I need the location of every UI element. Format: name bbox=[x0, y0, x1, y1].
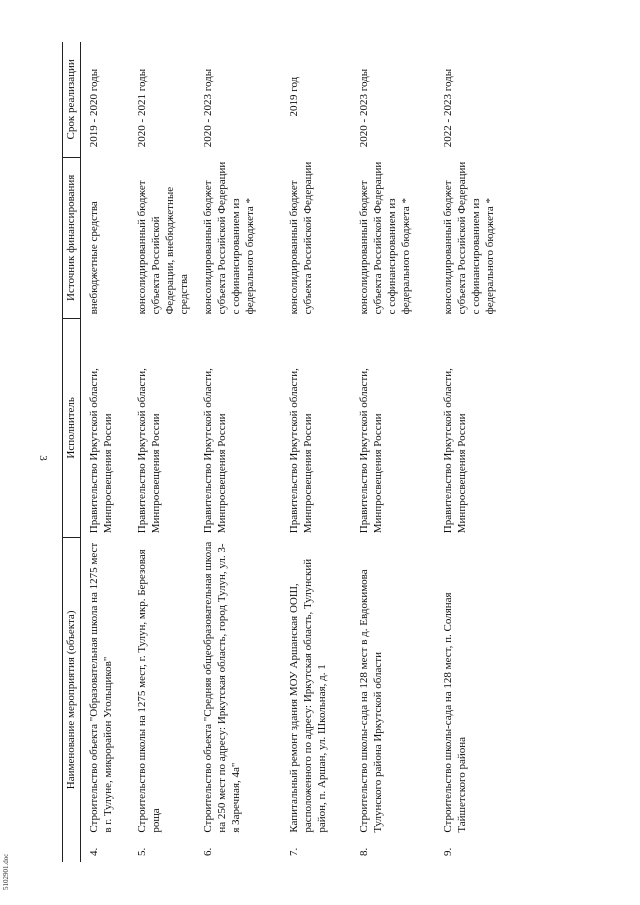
row-name: Строительство объекта "Средняя общеобразовательная школа на 250 мест по адресу: Иркутская область, город Тулун, ул. 3-я Заречная, 4а" bbox=[202, 541, 242, 833]
row-source: консолидированный бюджет субъекта Российской Федерации bbox=[288, 161, 314, 315]
table-header-row bbox=[62, 42, 81, 862]
row-name: Капитальный ремонт здания МОУ Аршанская ООШ, расположенного по адресу: Иркутская область, Тулунский район, п. Аршан, ул. Школьная, д. 1 bbox=[288, 558, 328, 833]
row-number: 5. bbox=[136, 847, 148, 856]
row-number: 8. bbox=[358, 847, 370, 856]
row-source: консолидированный бюджет субъекта Российской Федерации с софинансированием из федерального бюджета * bbox=[358, 161, 412, 315]
row-executor: Правительство Иркутской области, Минпросвещения России bbox=[202, 368, 228, 534]
table-top-rule bbox=[62, 42, 63, 862]
row-number: 6. bbox=[202, 847, 214, 856]
row-name: Строительство школы-сада на 128 мест в д. Евдокимова Тулунского района Иркутской области bbox=[358, 569, 384, 833]
page-number: 3 bbox=[36, 455, 49, 461]
row-term: 2020 - 2023 годы bbox=[358, 68, 370, 148]
table-row bbox=[351, 42, 435, 862]
row-executor: Правительство Иркутской области, Минпросвещения России bbox=[358, 368, 384, 534]
row-source: консолидированный бюджет субъекта Российской Федерации с софинансированием из федерального бюджета * bbox=[442, 161, 496, 315]
measures-table bbox=[62, 42, 515, 862]
row-name: Строительство школы на 1275 мест, г. Тулун, мкр. Березовая роща bbox=[136, 549, 162, 833]
table-row bbox=[281, 42, 351, 862]
table-row bbox=[195, 42, 281, 862]
row-term: 2019 - 2020 годы bbox=[88, 68, 100, 148]
row-executor: Правительство Иркутской области, Минпросвещения России bbox=[136, 368, 162, 534]
measures-table-rotated bbox=[62, 42, 602, 862]
row-name: Строительство школы-сада на 128 мест, п. Соляная Тайшетского района bbox=[442, 592, 468, 833]
table-row bbox=[435, 42, 515, 862]
row-source: консолидированный бюджет субъекта Российской Федерации, внебюджетные средства bbox=[136, 180, 190, 315]
header-name: Наименование мероприятия (объекта) bbox=[62, 537, 81, 862]
table-row bbox=[81, 42, 130, 862]
header-term: Срок реализации bbox=[62, 42, 81, 157]
row-source: внебюджетные средства bbox=[88, 201, 100, 315]
footer-code: 5102901.doc bbox=[2, 853, 10, 890]
row-executor: Правительство Иркутской области, Минпросвещения России bbox=[88, 368, 114, 534]
row-executor: Правительство Иркутской области, Минпросвещения России bbox=[442, 368, 468, 534]
row-name: Строительство объекта "Образовательная школа на 1275 мест в г. Тулуне, микрорайон Угольщиков" bbox=[88, 542, 114, 833]
row-term: 2022 - 2023 годы bbox=[442, 68, 454, 148]
header-executor: Исполнитель bbox=[62, 318, 81, 537]
row-number: 7. bbox=[288, 847, 300, 856]
row-number: 4. bbox=[88, 847, 100, 856]
table-row bbox=[129, 42, 195, 862]
header-source: Источник финансирования bbox=[62, 157, 81, 318]
row-term: 2020 - 2023 годы bbox=[202, 68, 214, 148]
row-term: 2020 - 2021 годы bbox=[136, 68, 148, 148]
row-term: 2019 год bbox=[288, 76, 300, 117]
row-number: 9. bbox=[442, 847, 454, 856]
row-source: консолидированный бюджет субъекта Российской Федерации с софинансированием из федерального бюджета * bbox=[202, 161, 256, 315]
row-executor: Правительство Иркутской области, Минпросвещения России bbox=[288, 368, 314, 534]
